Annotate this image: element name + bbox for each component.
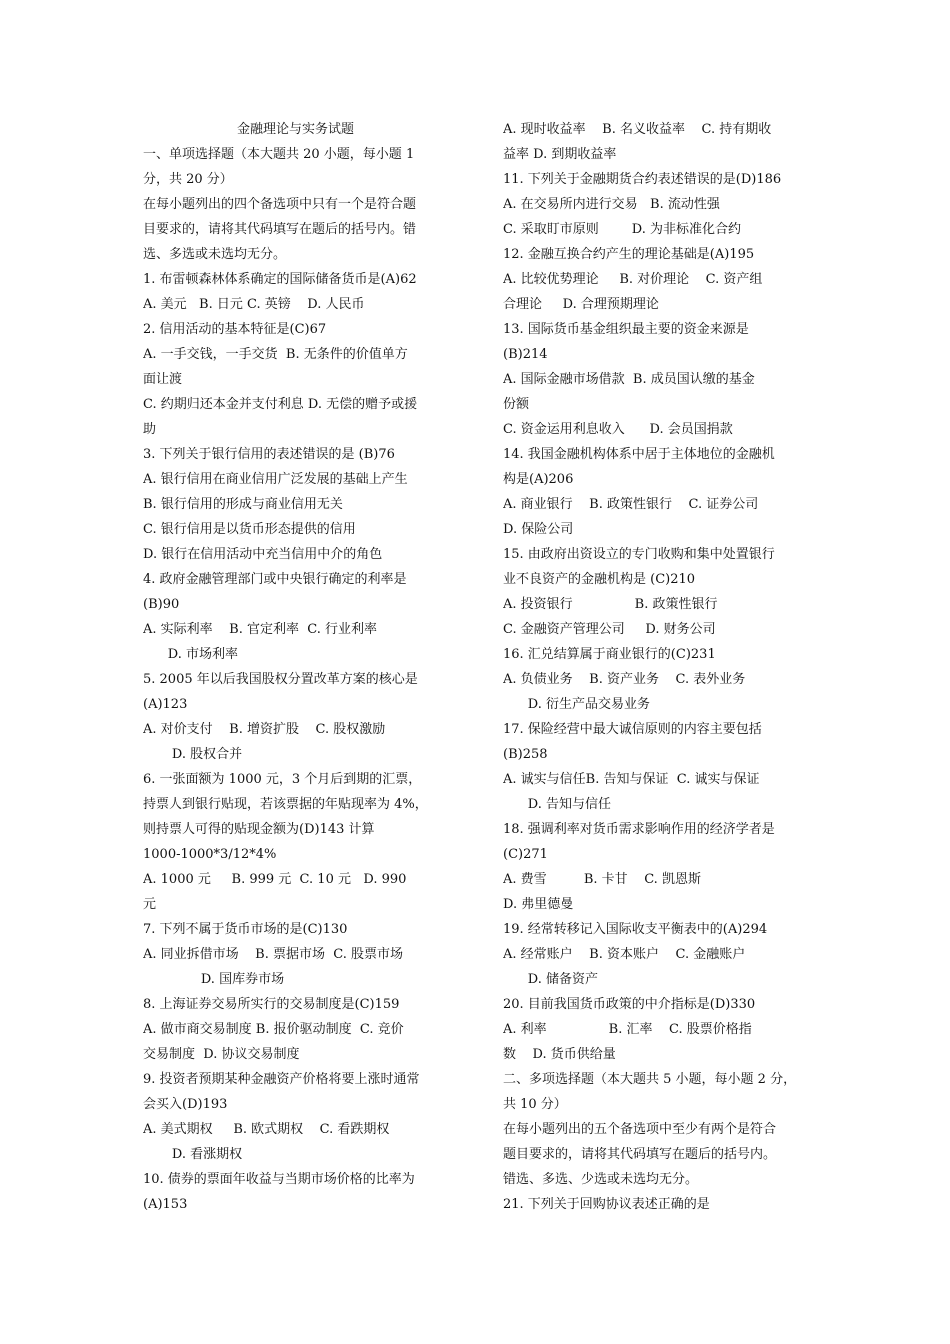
text-line: A. 现时收益率 B. 名义收益率 C. 持有期收 bbox=[503, 122, 772, 137]
text-line: D. 衍生产品交易业务 bbox=[503, 697, 651, 712]
text-line: 14. 我国金融机构体系中居于主体地位的金融机 bbox=[503, 447, 775, 462]
text-line: A. 利率 B. 汇率 C. 股票价格指 bbox=[503, 1022, 752, 1037]
text-line: (B)214 bbox=[503, 347, 548, 362]
text-line: A. 比较优势理论 B. 对价理论 C. 资产组 bbox=[503, 272, 763, 287]
text-line: D. 国库券市场 bbox=[143, 972, 285, 987]
text-line: A. 同业拆借市场 B. 票据市场 C. 股票市场 bbox=[143, 947, 404, 962]
text-line: 在每小题列出的五个备选项中至少有两个是符合 bbox=[503, 1122, 777, 1137]
text-line: D. 保险公司 bbox=[503, 522, 574, 537]
text-line: D. 股权合并 bbox=[143, 747, 243, 762]
text-line: 21. 下列关于回购协议表述正确的是 bbox=[503, 1197, 710, 1212]
text-line: 19. 经常转移记入国际收支平衡表中的(A)294 bbox=[503, 922, 768, 937]
text-line: 面让渡 bbox=[143, 372, 183, 387]
text-line: 构是(A)206 bbox=[503, 472, 574, 487]
text-line: A. 对价支付 B. 增资扩股 C. 股权激励 bbox=[143, 722, 386, 737]
text-line: 一、单项选择题（本大题共 20 小题，每小题 1 bbox=[143, 147, 415, 162]
text-line: (B)258 bbox=[503, 747, 548, 762]
text-line: 持票人到银行贴现，若该票据的年贴现率为 4%， bbox=[143, 797, 428, 812]
text-line: 益率 D. 到期收益率 bbox=[503, 147, 617, 162]
text-line: A. 经常账户 B. 资本账户 C. 金融账户 bbox=[503, 947, 746, 962]
text-line: (A)123 bbox=[143, 697, 188, 712]
text-line: 题目要求的，请将其代码填写在题后的括号内。 bbox=[503, 1147, 777, 1162]
text-line: 1. 布雷顿森林体系确定的国际储备货币是(A)62 bbox=[143, 272, 417, 287]
text-line: 16. 汇兑结算属于商业银行的(C)231 bbox=[503, 647, 716, 662]
text-line: A. 在交易所内进行交易 B. 流动性强 bbox=[503, 197, 720, 212]
text-line: 12. 金融互换合约产生的理论基础是(A)195 bbox=[503, 247, 755, 262]
text-line: 15. 由政府出资设立的专门收购和集中处置银行 bbox=[503, 547, 775, 562]
text-line: A. 商业银行 B. 政策性银行 C. 证券公司 bbox=[503, 497, 759, 512]
text-line: 数 D. 货币供给量 bbox=[503, 1047, 616, 1062]
text-line: 业不良资产的金融机构是 (C)210 bbox=[503, 572, 696, 587]
text-line: (A)153 bbox=[143, 1197, 188, 1212]
text-line: 6. 一张面额为 1000 元，3 个月后到期的汇票， bbox=[143, 772, 422, 787]
document-title: 金融理论与实务试题 bbox=[236, 122, 354, 137]
text-line: 选、多选或未选均无分。 bbox=[143, 247, 287, 262]
text-line: 元 bbox=[143, 897, 157, 912]
text-line: 会买入(D)193 bbox=[143, 1097, 228, 1112]
text-line: 13. 国际货币基金组织最主要的资金来源是 bbox=[503, 322, 749, 337]
text-line: 分，共 20 分） bbox=[143, 172, 233, 187]
text-line: 10. 债券的票面年收益与当期市场价格的比率为 bbox=[143, 1172, 415, 1187]
text-line: A. 国际金融市场借款 B. 成员国认缴的基金 bbox=[503, 372, 755, 387]
text-line: (C)271 bbox=[503, 847, 548, 862]
text-line: A. 做市商交易制度 B. 报价驱动制度 C. 竞价 bbox=[143, 1022, 404, 1037]
text-line: D. 储备资产 bbox=[503, 972, 599, 987]
text-line: A. 美式期权 B. 欧式期权 C. 看跌期权 bbox=[143, 1122, 390, 1137]
text-line: A. 实际利率 B. 官定利率 C. 行业利率 bbox=[143, 622, 378, 637]
text-line: A. 1000 元 B. 999 元 C. 10 元 D. 990 bbox=[143, 872, 407, 887]
text-line: 二、多项选择题（本大题共 5 小题，每小题 2 分， bbox=[503, 1072, 797, 1087]
text-line: A. 投资银行 B. 政策性银行 bbox=[503, 597, 718, 612]
text-line: B. 银行信用的形成与商业信用无关 bbox=[143, 497, 343, 512]
text-line: D. 弗里德曼 bbox=[503, 897, 574, 912]
text-line: D. 市场利率 bbox=[143, 647, 239, 662]
text-line: 5. 2005 年以后我国股权分置改革方案的核心是 bbox=[143, 672, 418, 687]
text-line: 份额 bbox=[503, 397, 530, 412]
text-line: 目要求的，请将其代码填写在题后的括号内。错 bbox=[143, 222, 417, 237]
text-line: 8. 上海证券交易所实行的交易制度是(C)159 bbox=[143, 997, 400, 1012]
text-line: C. 银行信用是以货币形态提供的信用 bbox=[143, 522, 356, 537]
right-column bbox=[503, 117, 808, 1217]
text-line: 交易制度 D. 协议交易制度 bbox=[143, 1047, 300, 1062]
text-line: 18. 强调利率对货币需求影响作用的经济学者是 bbox=[503, 822, 775, 837]
text-line: 则持票人可得的贴现金额为(D)143 计算 bbox=[143, 822, 375, 837]
left-column bbox=[143, 117, 448, 1217]
text-line: A. 一手交钱，一手交货 B. 无条件的价值单方 bbox=[143, 347, 408, 362]
text-line: 错选、多选、少选或未选均无分。 bbox=[503, 1172, 699, 1187]
text-line: D. 看涨期权 bbox=[143, 1147, 243, 1162]
text-line: 助 bbox=[143, 422, 157, 437]
text-line: D. 银行在信用活动中充当信用中介的角色 bbox=[143, 547, 383, 562]
text-line: A. 费雪 B. 卡甘 C. 凯恩斯 bbox=[503, 872, 701, 887]
text-line: A. 银行信用在商业信用广泛发展的基础上产生 bbox=[143, 472, 408, 487]
text-line: 11. 下列关于金融期货合约表述错误的是(D)186 bbox=[503, 172, 782, 187]
text-line: C. 采取盯市原则 D. 为非标准化合约 bbox=[503, 222, 742, 237]
text-line: A. 负债业务 B. 资产业务 C. 表外业务 bbox=[503, 672, 746, 687]
text-line: A. 美元 B. 日元 C. 英镑 D. 人民币 bbox=[143, 297, 365, 312]
text-line: 合理论 D. 合理预期理论 bbox=[503, 297, 659, 312]
text-line: 3. 下列关于银行信用的表述错误的是 (B)76 bbox=[143, 447, 395, 462]
text-line: C. 约期归还本金并支付利息 D. 无偿的赠予或援 bbox=[143, 397, 418, 412]
text-line: 20. 目前我国货币政策的中介指标是(D)330 bbox=[503, 997, 756, 1012]
text-line: 1000-1000*3/12*4% bbox=[143, 847, 277, 862]
text-line: 共 10 分） bbox=[503, 1097, 567, 1112]
text-line: D. 告知与信任 bbox=[503, 797, 612, 812]
text-line: C. 资金运用利息收入 D. 会员国捐款 bbox=[503, 422, 733, 437]
text-line: 2. 信用活动的基本特征是(C)67 bbox=[143, 322, 327, 337]
text-line: 在每小题列出的四个备选项中只有一个是符合题 bbox=[143, 197, 417, 212]
text-line: 17. 保险经营中最大诚信原则的内容主要包括 bbox=[503, 722, 762, 737]
text-line: (B)90 bbox=[143, 597, 180, 612]
text-line: 7. 下列不属于货币市场的是(C)130 bbox=[143, 922, 348, 937]
text-line: A. 诚实与信任B. 告知与保证 C. 诚实与保证 bbox=[503, 772, 760, 787]
text-line: C. 金融资产管理公司 D. 财务公司 bbox=[503, 622, 716, 637]
text-line: 4. 政府金融管理部门或中央银行确定的利率是 bbox=[143, 572, 407, 587]
text-line: 9. 投资者预期某种金融资产价格将要上涨时通常 bbox=[143, 1072, 420, 1087]
